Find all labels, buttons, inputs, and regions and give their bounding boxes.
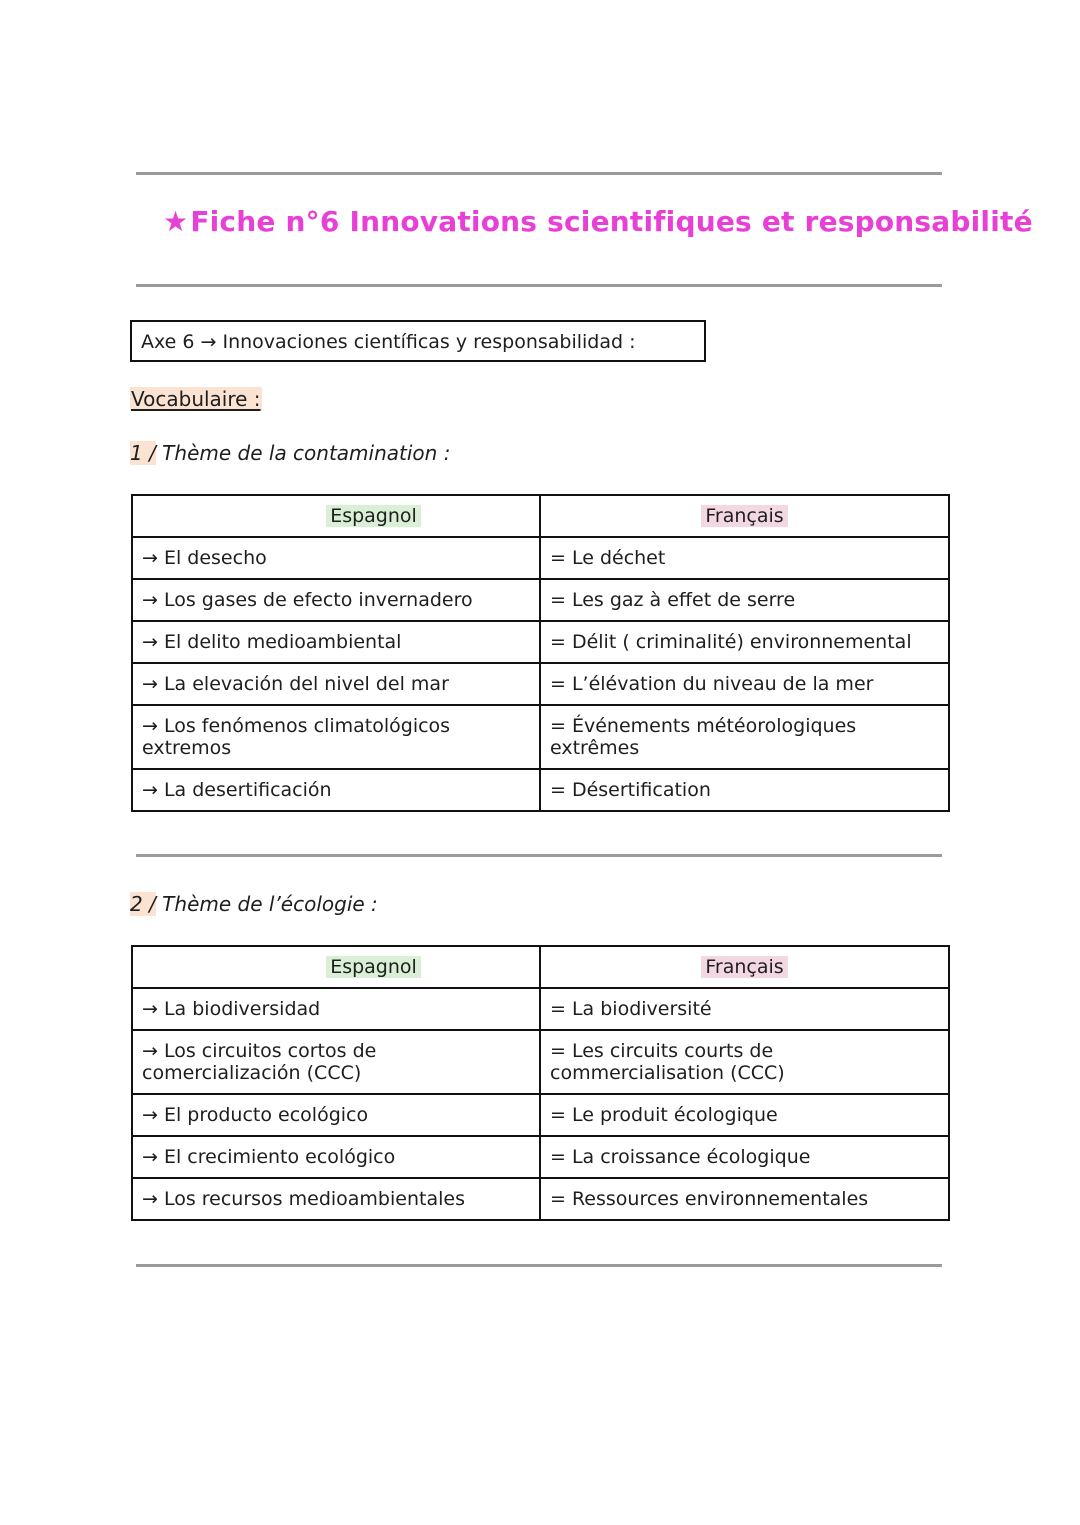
cell-fr: = Ressources environnementales xyxy=(540,1178,949,1220)
table-row xyxy=(132,705,949,769)
cell-es: → El desecho xyxy=(132,537,540,579)
top-rule xyxy=(136,172,942,175)
theme-2-number: 2 / xyxy=(130,892,156,916)
axe-box: Axe 6 → Innovaciones científicas y responsabilidad : xyxy=(130,320,706,362)
title-bottom-rule xyxy=(136,284,942,287)
table-header-row xyxy=(132,495,949,537)
cell-es: → El delito medioambiental xyxy=(132,621,540,663)
cell-fr: = La biodiversité xyxy=(540,988,949,1030)
cell-es: → El crecimiento ecológico xyxy=(132,1136,540,1178)
table-row xyxy=(132,579,949,621)
table-row xyxy=(132,1094,949,1136)
cell-es: → Los recursos medioambientales xyxy=(132,1178,540,1220)
cell-fr: = Délit ( criminalité) environnemental xyxy=(540,621,949,663)
cell-fr: = Le produit écologique xyxy=(540,1094,949,1136)
header-espagnol: Espagnol xyxy=(132,495,540,537)
theme-1-label: Thème de la contamination : xyxy=(155,441,451,465)
table-row xyxy=(132,1136,949,1178)
theme-1-number: 1 / xyxy=(130,441,156,465)
cell-fr: = L’élévation du niveau de la mer xyxy=(540,663,949,705)
page-title-text: Fiche n°6 Innovations scientifiques et responsabilité xyxy=(190,205,1033,238)
table-row xyxy=(132,769,949,811)
bottom-rule xyxy=(136,1264,942,1267)
header-francais: Français xyxy=(540,946,949,988)
cell-es: → Los fenómenos climatológicos extremos xyxy=(132,705,540,769)
cell-fr: = La croissance écologique xyxy=(540,1136,949,1178)
theme-2-label: Thème de l’écologie : xyxy=(155,892,378,916)
theme-2-heading xyxy=(130,892,378,916)
cell-es: → Los gases de efecto invernadero xyxy=(132,579,540,621)
contamination-table xyxy=(131,494,950,812)
section-rule xyxy=(136,854,942,857)
table-header-row xyxy=(132,946,949,988)
table-row xyxy=(132,988,949,1030)
table-row xyxy=(132,663,949,705)
vocabulaire-heading: Vocabulaire : xyxy=(131,387,261,411)
cell-es: → El producto ecológico xyxy=(132,1094,540,1136)
cell-fr: = Événements météorologiques extrêmes xyxy=(540,705,949,769)
table-row xyxy=(132,537,949,579)
table-row xyxy=(132,1178,949,1220)
theme-1-heading xyxy=(130,441,450,465)
cell-fr: = Le déchet xyxy=(540,537,949,579)
header-espagnol: Espagnol xyxy=(132,946,540,988)
star-icon: ★ xyxy=(163,205,189,238)
cell-fr: = Désertification xyxy=(540,769,949,811)
cell-es: → Los circuitos cortos de comercialización (CCC) xyxy=(132,1030,540,1094)
header-francais: Français xyxy=(540,495,949,537)
cell-es: → La desertificación xyxy=(132,769,540,811)
cell-fr: = Les gaz à effet de serre xyxy=(540,579,949,621)
cell-es: → La biodiversidad xyxy=(132,988,540,1030)
table-row xyxy=(132,621,949,663)
cell-es: → La elevación del nivel del mar xyxy=(132,663,540,705)
table-row xyxy=(132,1030,949,1094)
cell-fr: = Les circuits courts de commercialisation (CCC) xyxy=(540,1030,949,1094)
page-title xyxy=(163,205,1033,238)
ecologie-table xyxy=(131,945,950,1221)
